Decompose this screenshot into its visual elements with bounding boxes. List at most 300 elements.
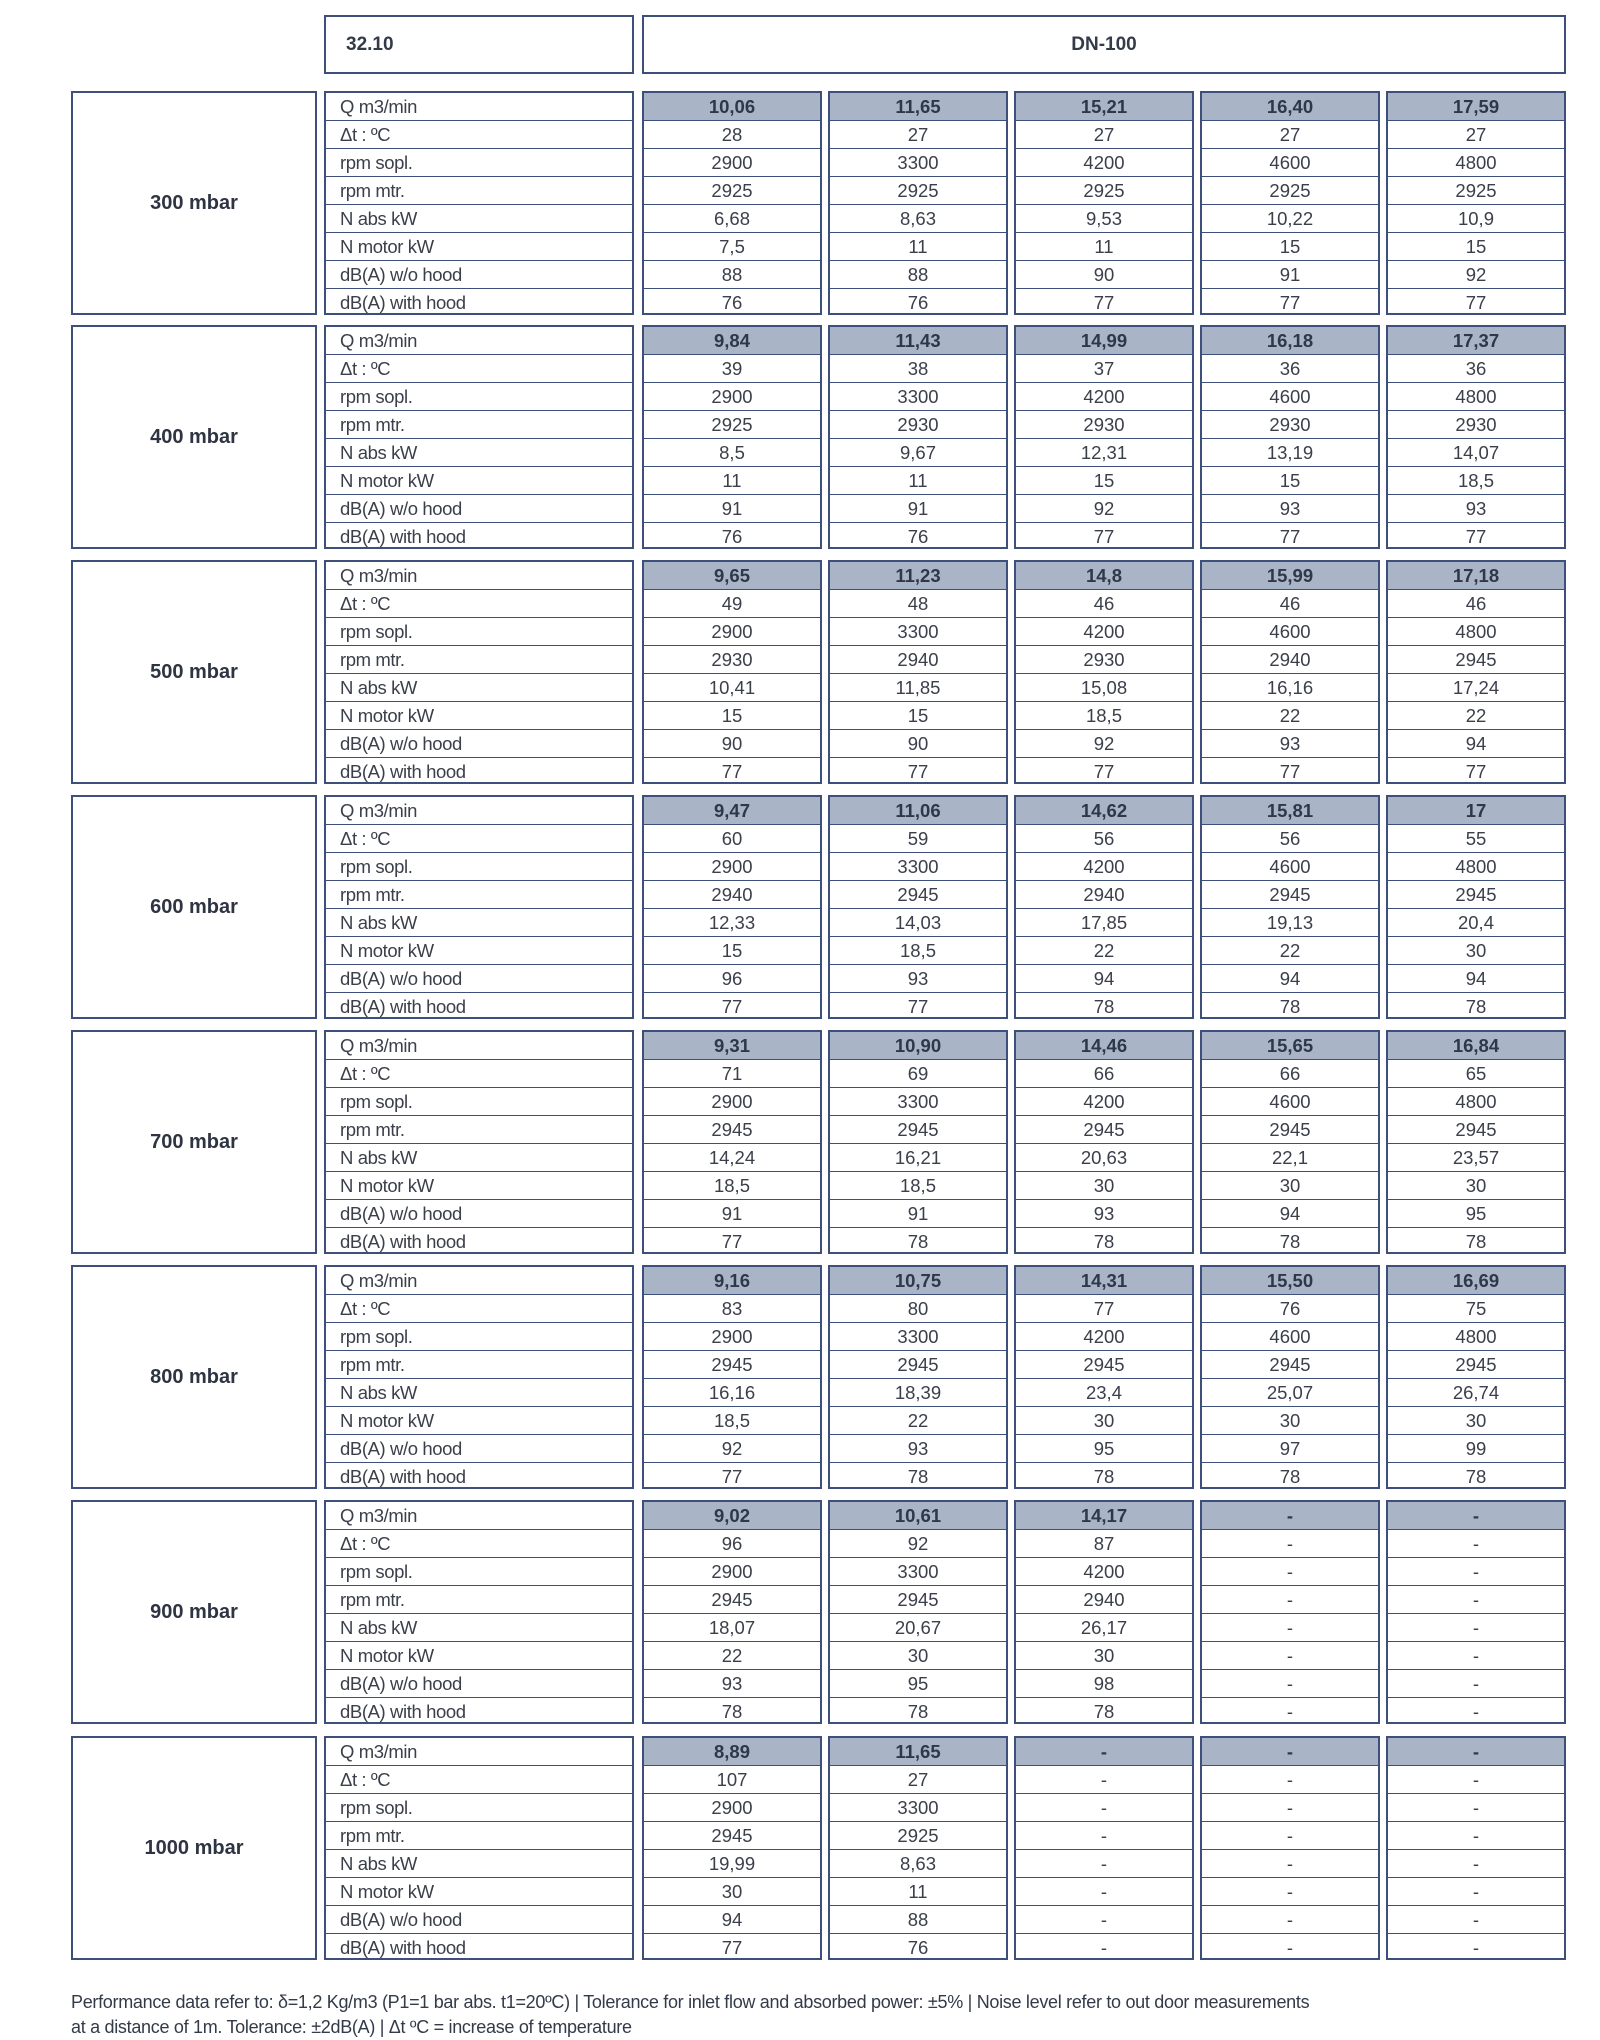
row-label: N abs kW <box>326 909 632 937</box>
value-column <box>1386 1500 1566 1724</box>
value-cell: 92 <box>830 1530 1006 1558</box>
row-label: N motor kW <box>326 1407 632 1435</box>
value-cell: 76 <box>1202 1295 1378 1323</box>
value-column <box>1386 325 1566 549</box>
value-cell: 77 <box>721 996 743 1017</box>
value-cell: 13,19 <box>1202 439 1378 467</box>
flow-value-cell: 16,40 <box>1202 93 1378 121</box>
value-cell: 10,41 <box>644 674 820 702</box>
pressure-label: 700 mbar <box>71 1030 317 1254</box>
value-cell: 11 <box>830 1878 1006 1906</box>
value-cell: 78 <box>1279 996 1301 1017</box>
value-cell: 2900 <box>644 1794 820 1822</box>
value-cell: 77 <box>721 1231 743 1252</box>
value-column <box>1386 1030 1566 1254</box>
value-cell: 65 <box>1388 1060 1564 1088</box>
value-cell: 2945 <box>1202 881 1378 909</box>
row-label: rpm sopl. <box>326 383 632 411</box>
value-cell: 2940 <box>1016 1586 1192 1614</box>
row-label: N abs kW <box>326 1614 632 1642</box>
value-column <box>828 1030 1008 1254</box>
value-cell: 30 <box>1202 1172 1378 1200</box>
value-cell: 4200 <box>1016 383 1192 411</box>
value-cell: 10,9 <box>1388 205 1564 233</box>
value-cell: 37 <box>1016 355 1192 383</box>
value-column <box>828 1500 1008 1724</box>
value-cell: - <box>1016 1794 1192 1822</box>
row-label: N motor kW <box>326 1878 632 1906</box>
value-cell: 36 <box>1388 355 1564 383</box>
row-label: dB(A) with hood <box>340 1466 466 1487</box>
value-cell: 87 <box>1016 1530 1192 1558</box>
value-cell: 92 <box>1016 495 1192 523</box>
value-cell: 30 <box>1388 1172 1564 1200</box>
value-cell: 15 <box>1202 233 1378 261</box>
value-cell: 4200 <box>1016 1088 1192 1116</box>
value-cell: 2900 <box>644 1088 820 1116</box>
value-cell: 30 <box>1016 1407 1192 1435</box>
value-cell: 30 <box>1202 1407 1378 1435</box>
pressure-label: 1000 mbar <box>71 1736 317 1960</box>
value-cell: 2930 <box>1388 411 1564 439</box>
value-cell: - <box>1388 1530 1564 1558</box>
value-cell: 77 <box>1093 526 1115 547</box>
value-cell: 2945 <box>830 1116 1006 1144</box>
row-label: dB(A) with hood <box>340 761 466 782</box>
value-cell: 39 <box>644 355 820 383</box>
value-cell: 95 <box>1016 1435 1192 1463</box>
pressure-block <box>71 1265 1566 1489</box>
value-cell: 26,74 <box>1388 1379 1564 1407</box>
value-cell: - <box>1286 1937 1294 1958</box>
value-cell: 4200 <box>1016 149 1192 177</box>
row-label: rpm sopl. <box>326 618 632 646</box>
flow-value-cell: 14,31 <box>1016 1267 1192 1295</box>
value-cell: 78 <box>1465 1231 1487 1252</box>
row-label: N abs kW <box>326 1850 632 1878</box>
value-cell: 17,24 <box>1388 674 1564 702</box>
value-cell: 93 <box>1016 1200 1192 1228</box>
row-label: Δt : ºC <box>326 825 632 853</box>
value-cell: 4600 <box>1202 149 1378 177</box>
flow-value-cell: 14,8 <box>1016 562 1192 590</box>
value-cell: 4800 <box>1388 149 1564 177</box>
value-column <box>642 91 822 315</box>
value-cell: 46 <box>1202 590 1378 618</box>
value-column <box>1200 91 1380 315</box>
flow-value-cell: 10,06 <box>644 93 820 121</box>
value-cell: 16,21 <box>830 1144 1006 1172</box>
value-cell: 76 <box>721 292 743 313</box>
value-cell: 94 <box>1202 1200 1378 1228</box>
row-label: dB(A) with hood <box>340 292 466 313</box>
flow-value-cell: 10,90 <box>830 1032 1006 1060</box>
row-label: Q m3/min <box>326 1738 632 1766</box>
value-column <box>642 795 822 1019</box>
value-cell: 93 <box>1202 730 1378 758</box>
row-label: Δt : ºC <box>326 121 632 149</box>
value-cell: 77 <box>721 1466 743 1487</box>
value-cell: 78 <box>1465 1466 1487 1487</box>
value-cell: 4800 <box>1388 383 1564 411</box>
value-cell: 22 <box>1388 702 1564 730</box>
value-cell: 9,53 <box>1016 205 1192 233</box>
value-cell: 96 <box>644 965 820 993</box>
flow-value-cell: 16,69 <box>1388 1267 1564 1295</box>
pressure-label: 400 mbar <box>71 325 317 549</box>
row-label: dB(A) w/o hood <box>326 1670 632 1698</box>
row-label: Q m3/min <box>326 562 632 590</box>
value-cell: 12,31 <box>1016 439 1192 467</box>
value-cell: 14,24 <box>644 1144 820 1172</box>
value-cell: 91 <box>830 495 1006 523</box>
value-cell: 4200 <box>1016 618 1192 646</box>
value-cell: 94 <box>1202 965 1378 993</box>
value-cell: 97 <box>1202 1435 1378 1463</box>
value-cell: 77 <box>1279 292 1301 313</box>
value-cell: 76 <box>907 292 929 313</box>
value-cell: 18,5 <box>644 1172 820 1200</box>
value-cell: 83 <box>644 1295 820 1323</box>
value-cell: 2945 <box>1016 1351 1192 1379</box>
flow-value-cell: 14,46 <box>1016 1032 1192 1060</box>
value-column <box>1386 560 1566 784</box>
value-cell: - <box>1388 1906 1564 1934</box>
value-cell: 2945 <box>1202 1116 1378 1144</box>
value-cell: 23,4 <box>1016 1379 1192 1407</box>
row-label: Q m3/min <box>326 1032 632 1060</box>
value-cell: 77 <box>1016 1295 1192 1323</box>
value-cell: 66 <box>1202 1060 1378 1088</box>
flow-value-cell: 10,75 <box>830 1267 1006 1295</box>
value-cell: 4600 <box>1202 618 1378 646</box>
value-cell: 77 <box>1093 761 1115 782</box>
value-cell: 2925 <box>830 177 1006 205</box>
value-cell: - <box>1472 1937 1480 1958</box>
value-column <box>828 1265 1008 1489</box>
value-cell: 2900 <box>644 618 820 646</box>
value-cell: 56 <box>1202 825 1378 853</box>
value-column <box>1200 1736 1380 1960</box>
value-cell: - <box>1202 1586 1378 1614</box>
value-cell: 15,08 <box>1016 674 1192 702</box>
row-labels <box>324 1736 634 1960</box>
value-cell: 2925 <box>1388 177 1564 205</box>
value-cell: 2930 <box>1016 411 1192 439</box>
flow-value-cell: - <box>1388 1502 1564 1530</box>
value-column <box>828 91 1008 315</box>
value-column <box>828 560 1008 784</box>
flow-value-cell: 11,65 <box>830 93 1006 121</box>
value-cell: 78 <box>1279 1231 1301 1252</box>
value-cell: 56 <box>1016 825 1192 853</box>
value-cell: 88 <box>830 1906 1006 1934</box>
value-cell: 36 <box>1202 355 1378 383</box>
value-cell: - <box>1016 1878 1192 1906</box>
value-cell: 26,17 <box>1016 1614 1192 1642</box>
value-cell: 3300 <box>830 383 1006 411</box>
row-labels <box>324 325 634 549</box>
value-cell: 11,85 <box>830 674 1006 702</box>
value-cell: 77 <box>1093 292 1115 313</box>
flow-value-cell: 15,50 <box>1202 1267 1378 1295</box>
value-cell: 55 <box>1388 825 1564 853</box>
row-label: rpm sopl. <box>326 149 632 177</box>
flow-value-cell: 11,23 <box>830 562 1006 590</box>
value-cell: 18,5 <box>644 1407 820 1435</box>
value-cell: - <box>1202 1906 1378 1934</box>
value-cell: 2940 <box>1016 881 1192 909</box>
row-label: rpm mtr. <box>326 881 632 909</box>
model-label: 32.10 <box>346 33 394 55</box>
value-column <box>1014 91 1194 315</box>
value-column <box>1200 795 1380 1019</box>
value-cell: 22,1 <box>1202 1144 1378 1172</box>
value-cell: - <box>1388 1822 1564 1850</box>
value-cell: 99 <box>1388 1435 1564 1463</box>
value-column <box>1200 1500 1380 1724</box>
row-label: rpm sopl. <box>326 1323 632 1351</box>
flow-value-cell: 17 <box>1388 797 1564 825</box>
flow-value-cell: 15,21 <box>1016 93 1192 121</box>
value-cell: - <box>1388 1794 1564 1822</box>
value-cell: - <box>1016 1906 1192 1934</box>
value-cell: 18,5 <box>830 937 1006 965</box>
value-cell: 19,13 <box>1202 909 1378 937</box>
value-cell: 94 <box>1388 965 1564 993</box>
value-cell: 4600 <box>1202 383 1378 411</box>
value-cell: 12,33 <box>644 909 820 937</box>
value-cell: 2925 <box>644 177 820 205</box>
row-label: rpm mtr. <box>326 646 632 674</box>
row-label: Q m3/min <box>326 1267 632 1295</box>
value-cell: 8,5 <box>644 439 820 467</box>
value-cell: 9,67 <box>830 439 1006 467</box>
value-cell: 11 <box>830 233 1006 261</box>
value-cell: 11 <box>644 467 820 495</box>
value-cell: 4200 <box>1016 853 1192 881</box>
value-cell: - <box>1202 1530 1378 1558</box>
value-cell: - <box>1202 1670 1378 1698</box>
value-cell: 11 <box>830 467 1006 495</box>
value-cell: 93 <box>830 1435 1006 1463</box>
value-cell: 23,57 <box>1388 1144 1564 1172</box>
pressure-block <box>71 1030 1566 1254</box>
value-cell: 92 <box>1388 261 1564 289</box>
row-label: dB(A) with hood <box>340 1701 466 1722</box>
value-cell: 60 <box>644 825 820 853</box>
value-column <box>828 325 1008 549</box>
value-cell: 2930 <box>1202 411 1378 439</box>
row-label: dB(A) with hood <box>340 526 466 547</box>
dn-header <box>642 15 1566 74</box>
value-cell: 78 <box>1093 1466 1115 1487</box>
value-cell: 76 <box>721 526 743 547</box>
value-cell: 78 <box>1279 1466 1301 1487</box>
row-label: rpm sopl. <box>326 1088 632 1116</box>
value-cell: 4200 <box>1016 1323 1192 1351</box>
value-cell: 2900 <box>644 853 820 881</box>
flow-value-cell: 17,59 <box>1388 93 1564 121</box>
value-column <box>642 560 822 784</box>
value-cell: 15 <box>644 937 820 965</box>
value-column <box>1014 560 1194 784</box>
row-label: rpm mtr. <box>326 177 632 205</box>
row-label: rpm mtr. <box>326 411 632 439</box>
value-cell: 30 <box>1388 937 1564 965</box>
value-cell: 20,4 <box>1388 909 1564 937</box>
row-label: N abs kW <box>326 1144 632 1172</box>
value-cell: 92 <box>1016 730 1192 758</box>
value-cell: - <box>1100 1937 1108 1958</box>
value-cell: 107 <box>644 1766 820 1794</box>
value-cell: 77 <box>1279 526 1301 547</box>
value-cell: 77 <box>1279 761 1301 782</box>
value-cell: 48 <box>830 590 1006 618</box>
value-cell: - <box>1388 1850 1564 1878</box>
value-cell: 28 <box>644 121 820 149</box>
value-cell: - <box>1388 1586 1564 1614</box>
row-label: rpm mtr. <box>326 1116 632 1144</box>
value-cell: 2945 <box>644 1822 820 1850</box>
value-cell: 3300 <box>830 618 1006 646</box>
value-cell: 88 <box>644 261 820 289</box>
value-cell: - <box>1388 1670 1564 1698</box>
value-cell: 76 <box>907 1937 929 1958</box>
value-cell: 27 <box>1388 121 1564 149</box>
pressure-block <box>71 795 1566 1019</box>
value-column <box>1014 795 1194 1019</box>
value-cell: 4800 <box>1388 853 1564 881</box>
row-label: Q m3/min <box>326 93 632 121</box>
row-label: N motor kW <box>326 1172 632 1200</box>
row-label: rpm mtr. <box>326 1351 632 1379</box>
flow-value-cell: 9,47 <box>644 797 820 825</box>
flow-value-cell: 9,16 <box>644 1267 820 1295</box>
row-label: dB(A) w/o hood <box>326 1906 632 1934</box>
flow-value-cell: 8,89 <box>644 1738 820 1766</box>
row-label: dB(A) w/o hood <box>326 1200 632 1228</box>
pressure-label: 300 mbar <box>71 91 317 315</box>
pressure-block <box>71 1500 1566 1724</box>
row-label: dB(A) w/o hood <box>326 495 632 523</box>
value-cell: 16,16 <box>1202 674 1378 702</box>
value-cell: 2945 <box>644 1351 820 1379</box>
value-cell: 2945 <box>1202 1351 1378 1379</box>
value-column <box>1386 795 1566 1019</box>
value-cell: 2900 <box>644 1323 820 1351</box>
value-cell: 38 <box>830 355 1006 383</box>
row-label: rpm sopl. <box>326 1794 632 1822</box>
row-label: Δt : ºC <box>326 1766 632 1794</box>
value-cell: 15 <box>1202 467 1378 495</box>
value-cell: 2945 <box>1016 1116 1192 1144</box>
row-label: Q m3/min <box>326 797 632 825</box>
value-cell: - <box>1202 1822 1378 1850</box>
value-cell: 78 <box>721 1701 743 1722</box>
value-cell: - <box>1202 1766 1378 1794</box>
pressure-block <box>71 1736 1566 1960</box>
flow-value-cell: - <box>1388 1738 1564 1766</box>
value-column <box>642 1265 822 1489</box>
value-cell: 94 <box>1388 730 1564 758</box>
value-cell: 49 <box>644 590 820 618</box>
flow-value-cell: 17,37 <box>1388 327 1564 355</box>
value-cell: - <box>1472 1701 1480 1722</box>
flow-value-cell: 14,62 <box>1016 797 1192 825</box>
flow-value-cell: - <box>1202 1738 1378 1766</box>
flow-value-cell: 11,65 <box>830 1738 1006 1766</box>
flow-value-cell: 14,99 <box>1016 327 1192 355</box>
value-cell: 30 <box>1388 1407 1564 1435</box>
value-cell: - <box>1202 1850 1378 1878</box>
row-label: dB(A) w/o hood <box>326 1435 632 1463</box>
row-labels <box>324 560 634 784</box>
value-cell: 96 <box>644 1530 820 1558</box>
value-cell: 94 <box>644 1906 820 1934</box>
pressure-label: 800 mbar <box>71 1265 317 1489</box>
value-cell: 78 <box>1093 996 1115 1017</box>
value-cell: 27 <box>1016 121 1192 149</box>
row-label: N motor kW <box>326 702 632 730</box>
flow-value-cell: 15,81 <box>1202 797 1378 825</box>
value-column <box>828 795 1008 1019</box>
row-label: dB(A) w/o hood <box>326 965 632 993</box>
value-cell: 4800 <box>1388 1088 1564 1116</box>
value-cell: 77 <box>907 761 929 782</box>
value-cell: 2945 <box>644 1116 820 1144</box>
value-cell: 46 <box>1388 590 1564 618</box>
row-label: dB(A) with hood <box>340 1937 466 1958</box>
value-cell: 18,07 <box>644 1614 820 1642</box>
row-label: N motor kW <box>326 467 632 495</box>
value-cell: 27 <box>1202 121 1378 149</box>
value-column <box>1200 1265 1380 1489</box>
value-column <box>1014 1030 1194 1254</box>
value-cell: 2945 <box>1388 1116 1564 1144</box>
value-cell: 4600 <box>1202 1323 1378 1351</box>
row-label: Q m3/min <box>326 1502 632 1530</box>
value-cell: 71 <box>644 1060 820 1088</box>
row-labels <box>324 91 634 315</box>
value-cell: 75 <box>1388 1295 1564 1323</box>
flow-value-cell: 9,84 <box>644 327 820 355</box>
value-cell: 19,99 <box>644 1850 820 1878</box>
value-cell: 77 <box>1465 292 1487 313</box>
value-column <box>1386 1265 1566 1489</box>
value-column <box>642 1500 822 1724</box>
row-labels <box>324 1030 634 1254</box>
value-cell: - <box>1286 1701 1294 1722</box>
value-cell: 14,03 <box>830 909 1006 937</box>
value-cell: 3300 <box>830 149 1006 177</box>
row-label: N motor kW <box>326 233 632 261</box>
value-column <box>642 1736 822 1960</box>
value-cell: 20,67 <box>830 1614 1006 1642</box>
value-cell: 2945 <box>644 1586 820 1614</box>
value-cell: 2900 <box>644 1558 820 1586</box>
value-cell: 18,39 <box>830 1379 1006 1407</box>
value-cell: 8,63 <box>830 1850 1006 1878</box>
value-cell: 15 <box>644 702 820 730</box>
pressure-label: 600 mbar <box>71 795 317 1019</box>
footnote <box>71 1990 1571 2040</box>
row-label: dB(A) w/o hood <box>326 261 632 289</box>
value-column <box>1200 560 1380 784</box>
value-column <box>1014 325 1194 549</box>
row-label: rpm sopl. <box>326 1558 632 1586</box>
value-cell: 4800 <box>1388 618 1564 646</box>
